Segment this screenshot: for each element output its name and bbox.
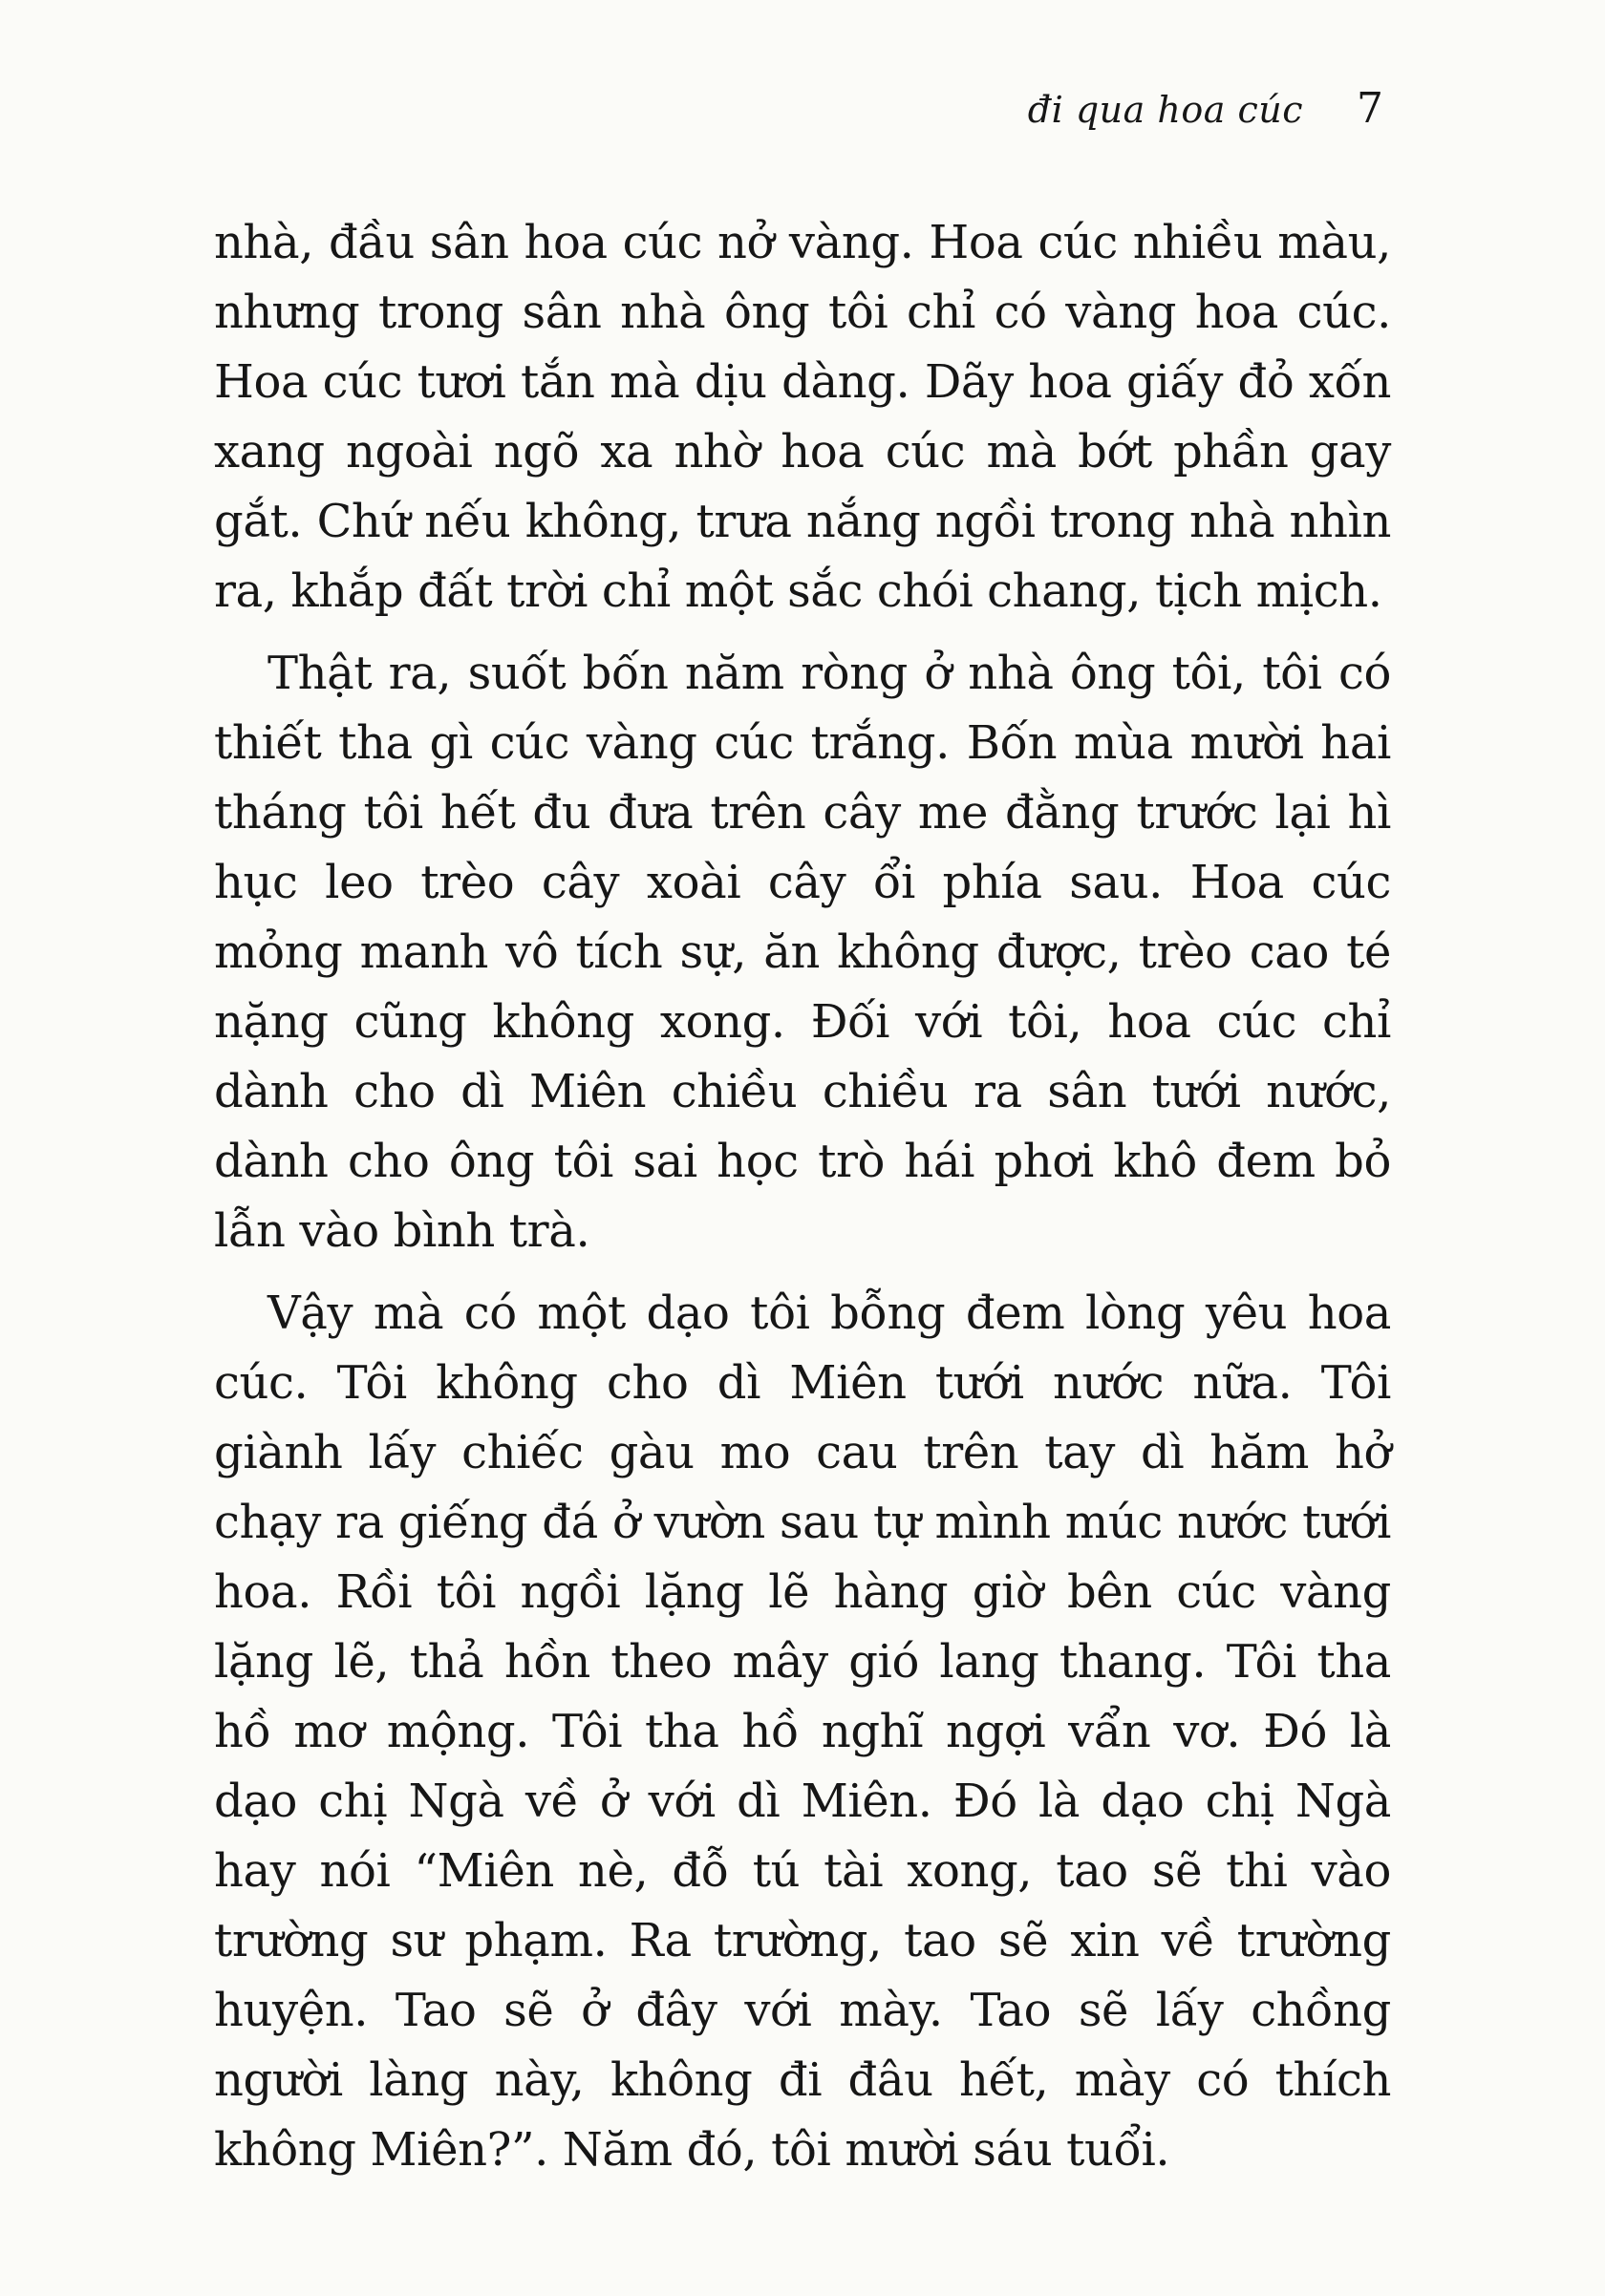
paragraph-2: Thật ra, suốt bốn năm ròng ở nhà ông tôi, tôi có thiết tha gì cúc vàng cúc trắng. Bốn mùa mười hai tháng tôi hết đu đưa trên cây me đằng trước lại hì hục leo trèo cây xoài cây ổi phía sau. Hoa cúc mỏng manh vô tích sự, ăn không được, trèo cao té nặng cũng không xong. Đối với tôi, hoa cúc chỉ dành cho dì Miên chiều chiều ra sân tưới nước, dành cho ông tôi sai học trò hái phơi khô đem bỏ lẫn vào bình trà.	[214, 647, 1391, 1258]
body-text	[214, 208, 1391, 2198]
chapter-title: đi qua hoa cúc	[1027, 89, 1303, 131]
page-number: 7	[1357, 84, 1383, 133]
running-header	[1028, 84, 1383, 133]
paragraph-1: nhà, đầu sân hoa cúc nở vàng. Hoa cúc nhiều màu, nhưng trong sân nhà ông tôi chỉ có vàng hoa cúc. Hoa cúc tươi tắn mà dịu dàng. Dãy hoa giấy đỏ xốn xang ngoài ngõ xa nhờ hoa cúc mà bớt phần gay gắt. Chứ nếu không, trưa nắng ngồi trong nhà nhìn ra, khắp đất trời chỉ một sắc chói chang, tịch mịch.	[214, 216, 1391, 618]
paragraph-3: Vậy mà có một dạo tôi bỗng đem lòng yêu hoa cúc. Tôi không cho dì Miên tưới nước nữa. Tôi giành lấy chiếc gàu mo cau trên tay dì hăm hở chạy ra giếng đá ở vườn sau tự mình múc nước tưới hoa. Rồi tôi ngồi lặng lẽ hàng giờ bên cúc vàng lặng lẽ, thả hồn theo mây gió lang thang. Tôi tha hồ mơ mộng. Tôi tha hồ nghĩ ngợi vẩn vơ. Đó là dạo chị Ngà về ở với dì Miên. Đó là dạo chị Ngà hay nói “Miên nè, đỗ tú tài xong, tao sẽ thi vào trường sư phạm. Ra trường, tao sẽ xin về trường huyện. Tao sẽ ở đây với mày. Tao sẽ lấy chồng người làng này, không đi đâu hết, mày có thích không Miên?”. Năm đó, tôi mười sáu tuổi.	[214, 1286, 1391, 2177]
